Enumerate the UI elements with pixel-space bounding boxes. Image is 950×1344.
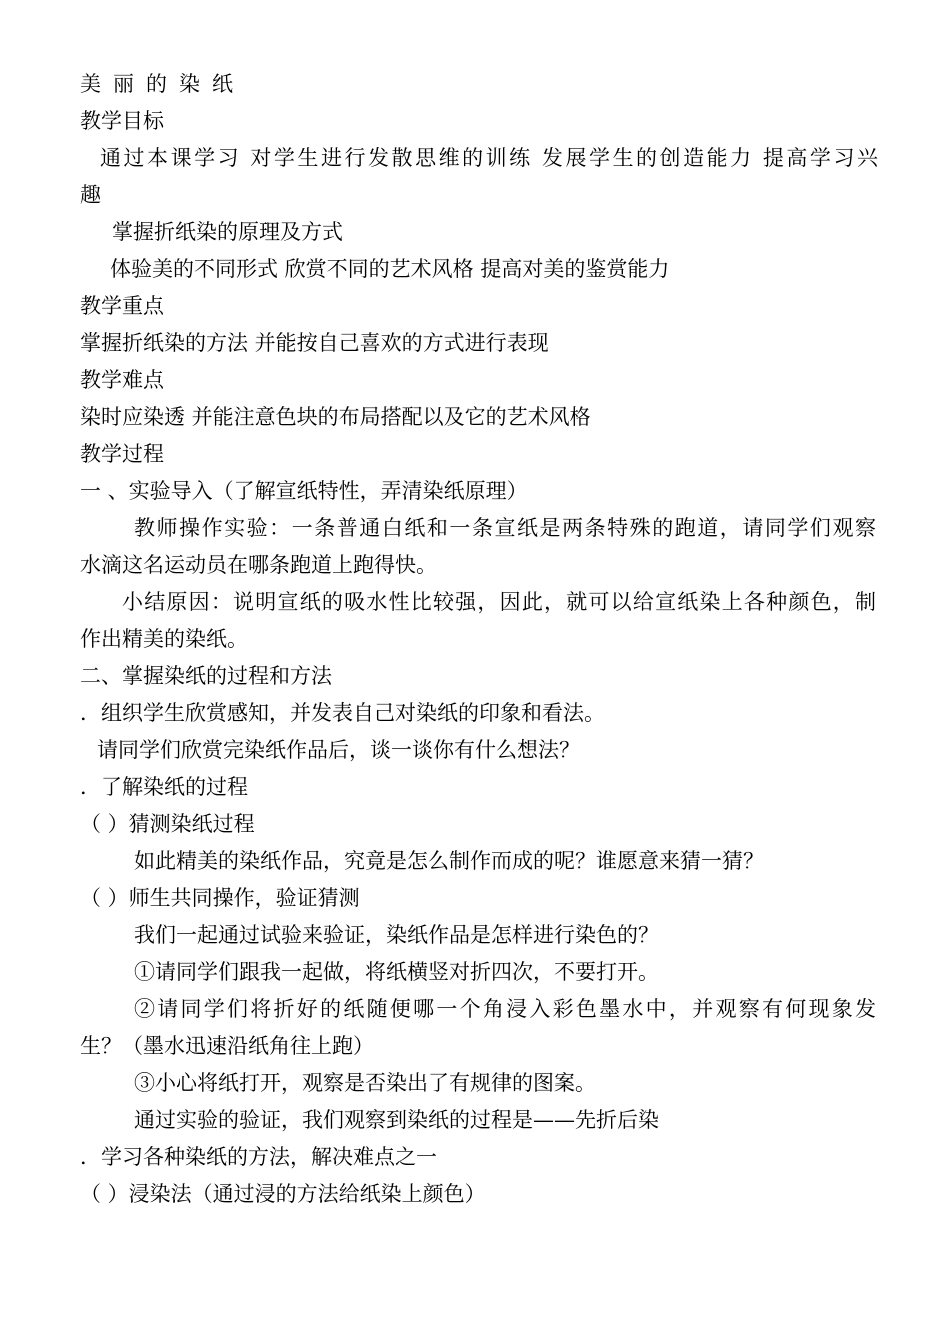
heading-key-points: 教学重点 bbox=[80, 294, 164, 318]
substep-verify-heading: （ ）师生共同操作，验证猜测 bbox=[80, 886, 360, 910]
section-2-heading: 二、掌握染纸的过程和方法 bbox=[80, 664, 332, 688]
step-1-text: 请同学们欣赏完染纸作品后，谈一谈你有什么想法？ bbox=[97, 738, 580, 762]
section-1-heading: 一 、实验导入（了解宣纸特性，弄清染纸原理） bbox=[80, 479, 528, 503]
substep-guess-heading: （ ）猜测染纸过程 bbox=[80, 812, 255, 836]
document-title: 美丽的染纸 bbox=[80, 72, 245, 96]
step-1-heading: ．组织学生欣赏感知，并发表自己对染纸的印象和看法。 bbox=[80, 701, 605, 725]
verify-conclusion: 通过实验的验证，我们观察到染纸的过程是——先折后染 bbox=[134, 1108, 659, 1132]
verify-intro: 我们一起通过试验来验证，染纸作品是怎样进行染色的？ bbox=[134, 923, 659, 947]
verify-step-1: ①请同学们跟我一起做，将纸横竖对折四次，不要打开。 bbox=[134, 960, 659, 984]
difficulties-text: 染时应染透 并能注意色块的布局搭配以及它的艺术风格 bbox=[80, 405, 591, 429]
goal-line-2: 掌握折纸染的原理及方式 bbox=[112, 220, 343, 244]
heading-process: 教学过程 bbox=[80, 442, 164, 466]
dip-dye-heading: （ ）浸染法（通过浸的方法给纸染上颜色） bbox=[80, 1182, 486, 1206]
goal-line-1-cont: 趣 bbox=[80, 183, 101, 207]
verify-step-2: ②请同学们将折好的纸随便哪一个角浸入彩色墨水中，并观察有何现象发 bbox=[134, 997, 876, 1021]
substep-guess-text: 如此精美的染纸作品，究竟是怎么制作而成的呢？谁愿意来猜一猜？ bbox=[134, 849, 764, 873]
heading-difficulties: 教学难点 bbox=[80, 368, 164, 392]
verify-step-3: ③小心将纸打开，观察是否染出了有规律的图案。 bbox=[134, 1071, 596, 1095]
summary-line-2: 作出精美的染纸。 bbox=[80, 627, 248, 651]
step-3-heading: ．学习各种染纸的方法，解决难点之一 bbox=[80, 1145, 437, 1169]
experiment-line-2: 水滴这名运动员在哪条跑道上跑得快。 bbox=[80, 553, 437, 577]
step-2-heading: ．了解染纸的过程 bbox=[80, 775, 248, 799]
goal-line-3: 体验美的不同形式 欣赏不同的艺术风格 提高对美的鉴赏能力 bbox=[110, 257, 670, 281]
key-points-text: 掌握折纸染的方法 并能按自己喜欢的方式进行表现 bbox=[80, 331, 549, 355]
summary-line-1: 小结原因：说明宣纸的吸水性比较强，因此，就可以给宣纸染上各种颜色，制 bbox=[122, 590, 876, 614]
heading-teaching-goals: 教学目标 bbox=[80, 109, 164, 133]
goal-line-1: 通过本课学习 对学生进行发散思维的训练 发展学生的创造能力 提高学习兴 bbox=[100, 146, 878, 170]
verify-step-2-cont: 生？（墨水迅速沿纸角往上跑） bbox=[80, 1034, 374, 1058]
experiment-line-1: 教师操作实验：一条普通白纸和一条宣纸是两条特殊的跑道，请同学们观察 bbox=[134, 516, 876, 540]
